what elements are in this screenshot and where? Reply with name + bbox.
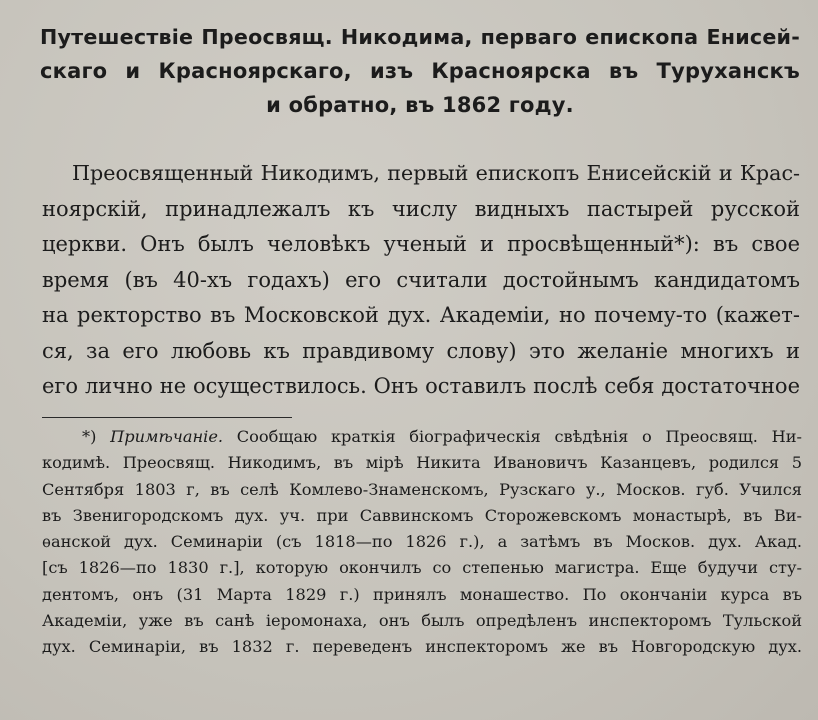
footnote-line (42, 424, 802, 450)
footnote-line: Сентября 1803 г, въ селѣ Комлево-Знаменскомъ, Рузскаго у., Москов. губ. Учился (42, 479, 802, 499)
body-line: Преосвященный Никодимъ, первый епископъ Енисейскій и Крас- (72, 161, 800, 185)
footnote-label: Примѣчаніе. (110, 427, 224, 446)
footnote (42, 424, 802, 661)
title-line: и обратно, въ 1862 году. (266, 93, 574, 117)
footnote-line: ѳанской дух. Семинаріи (съ 1818—по 1826 г.), а затѣмъ въ Москов. дух. Акад. (42, 532, 802, 552)
title-line: скаго и Красноярскаго, изъ Красноярска въ Туруханскъ (40, 59, 800, 83)
article-title (40, 20, 800, 122)
footnote-line: дух. Семинаріи, въ 1832 г. переведенъ инспекторомъ же въ Новгородскую дух. (42, 637, 802, 657)
body-line: ноярскій, принадлежалъ къ числу видныхъ пастырей русской (42, 196, 800, 221)
footnote-line: [съ 1826—по 1830 г.], которую окончилъ со степенью магистра. Еще будучи сту- (42, 558, 802, 578)
footnote-text: Сообщаю краткія біографическія свѣдѣнія о Преосвящ. Ни- (236, 427, 802, 446)
footnote-mark: *) (82, 427, 97, 446)
footnote-line: Академіи, уже въ санѣ іеромонаха, онъ былъ опредѣленъ инспекторомъ Тульской (42, 611, 802, 631)
body-line: ся, за его любовь къ правдивому слову) это желаніе многихъ и (42, 338, 800, 363)
footnote-separator (42, 417, 292, 418)
title-line: Путешествіе Преосвящ. Никодима, перваго епископа Енисей- (40, 25, 800, 49)
body-line: церкви. Онъ былъ человѣкъ ученый и просвѣщенный*): въ свое (42, 232, 800, 256)
body-line: его лично не осуществилось. Онъ оставилъ послѣ себя достаточное (42, 374, 800, 398)
footnote-line: кодимѣ. Преосвящ. Никодимъ, въ мірѣ Никита Ивановичъ Казанцевъ, родился 5 (42, 453, 802, 473)
footnote-line: въ Звенигородскомъ дух. уч. при Саввинскомъ Сторожевскомъ монастырѣ, въ Ви- (42, 505, 802, 525)
body-paragraph (42, 156, 800, 405)
body-line: время (въ 40-хъ годахъ) его считали достойнымъ кандидатомъ (42, 267, 800, 292)
body-line: на ректорство въ Московской дух. Академіи, но почему-то (кажет- (42, 303, 800, 327)
footnote-line: дентомъ, онъ (31 Марта 1829 г.) принялъ монашество. По окончаніи курса въ (42, 584, 802, 604)
